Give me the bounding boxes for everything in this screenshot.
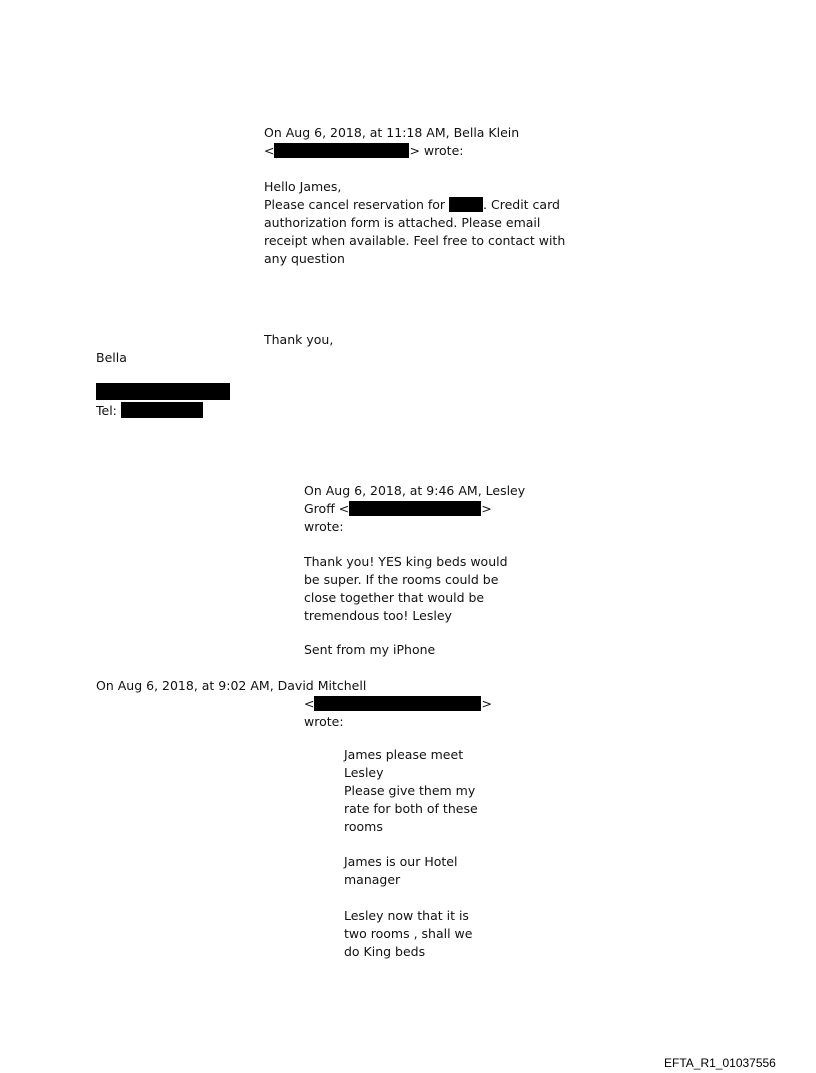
email3-body-line: rooms	[344, 819, 383, 834]
email1-body-line1-a: Please cancel reservation for	[264, 197, 446, 212]
email1-body-line4: any question	[264, 251, 345, 266]
email3-body-line: James is our Hotel	[344, 854, 458, 869]
email2-sent-from: Sent from my iPhone	[304, 642, 436, 657]
redaction-box	[314, 696, 481, 711]
email2-header-line2	[304, 500, 492, 518]
email3-body-line: James please meet	[344, 747, 464, 762]
email1-tel-line	[96, 402, 203, 420]
email1-body-line3: receipt when available. Feel free to contact with	[264, 233, 566, 248]
email1-body-line1-b: . Credit card	[483, 197, 560, 212]
email3-header-line1: On Aug 6, 2018, at 9:02 AM, David Mitchell	[96, 678, 367, 693]
email3-header-line3: wrote:	[304, 714, 344, 729]
email2-header-prefix: Groff <	[304, 501, 350, 516]
email1-signature-name: Bella	[96, 350, 127, 365]
email3-body-line: do King beds	[344, 944, 426, 959]
email3-header-line2	[304, 695, 492, 713]
email3-body-line: manager	[344, 872, 401, 887]
email1-header-line2	[264, 142, 463, 160]
email2-body-line: close together that would be	[304, 590, 485, 605]
email2-body	[304, 553, 508, 625]
email3-body-line: Lesley now that it is	[344, 908, 469, 923]
email1-tel-label: Tel:	[96, 403, 117, 418]
email1-greeting: Hello James,	[264, 179, 342, 194]
email2-body-line: Thank you! YES king beds would	[304, 554, 508, 569]
email3-body-line: rate for both of these	[344, 801, 478, 816]
email3-body-line: Lesley	[344, 765, 384, 780]
email1-body-line1	[264, 196, 560, 214]
email2-body-line: be super. If the rooms could be	[304, 572, 499, 587]
document-id: EFTA_R1_01037556	[664, 1056, 776, 1070]
email3-header-suffix: >	[481, 696, 492, 711]
email2-header-suffix: >	[481, 501, 492, 516]
email1-header-line1: On Aug 6, 2018, at 11:18 AM, Bella Klein	[264, 125, 520, 140]
email3-header-prefix: <	[304, 696, 315, 711]
email2-header-line3: wrote:	[304, 519, 344, 534]
email3-paragraph-3	[344, 907, 472, 961]
email2-header-line1: On Aug 6, 2018, at 9:46 AM, Lesley	[304, 483, 526, 498]
email3-body-line: two rooms , shall we	[344, 926, 473, 941]
redaction-box	[449, 197, 483, 212]
email3-body-line: Please give them my	[344, 783, 476, 798]
redaction-box	[274, 143, 409, 158]
email1-header-prefix: <	[264, 143, 275, 158]
email3-paragraph-2	[344, 853, 457, 889]
redaction-box	[121, 402, 203, 418]
email1-closing: Thank you,	[264, 332, 334, 347]
email2-body-line: tremendous too! Lesley	[304, 608, 452, 623]
email3-paragraph-1	[344, 746, 478, 836]
redaction-box	[349, 501, 481, 516]
redaction-box	[96, 383, 230, 400]
email1-body-line2: authorization form is attached. Please email	[264, 215, 541, 230]
email1-header-suffix: > wrote:	[409, 143, 464, 158]
